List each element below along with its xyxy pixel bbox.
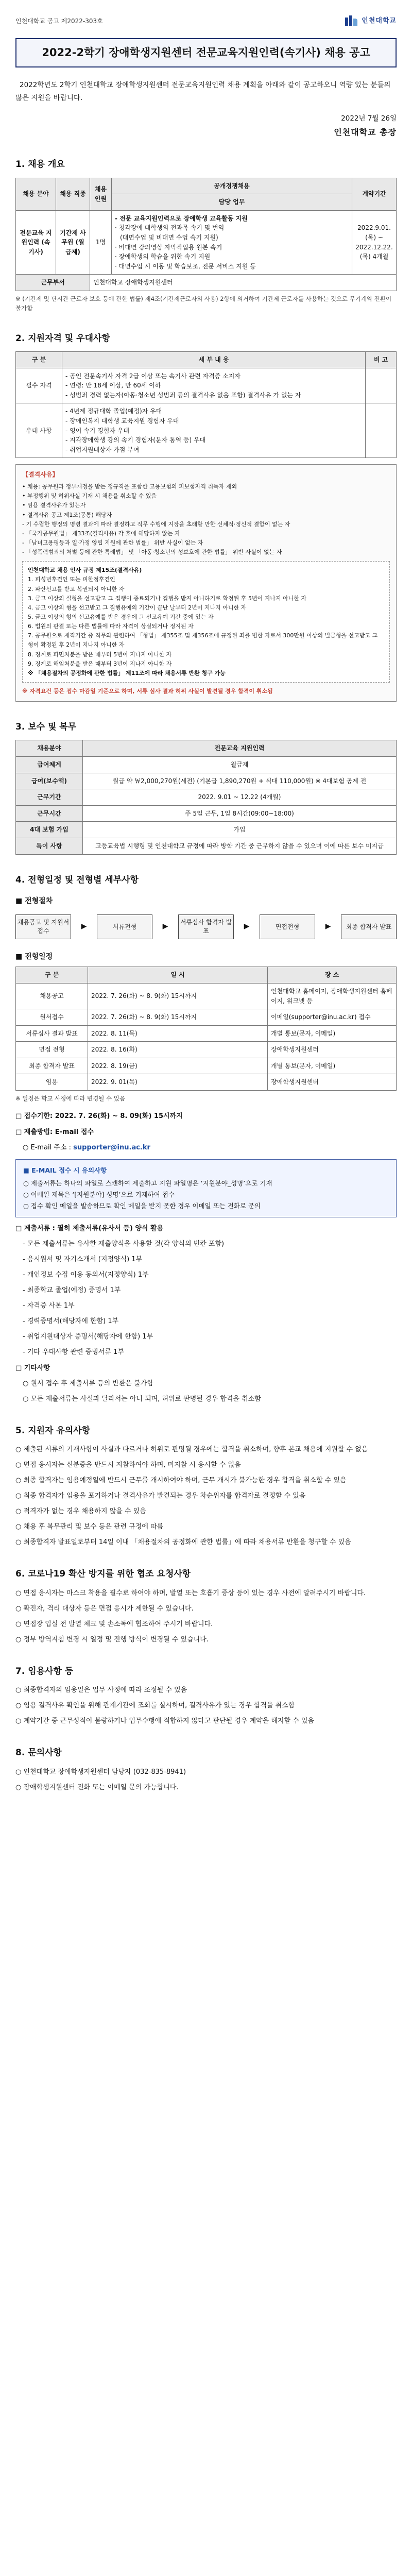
disqualification-box <box>15 464 397 702</box>
th-pay-role: 전문교육 지원인력 <box>83 740 397 757</box>
req-line: - 「성폭력범죄의 처벌 등에 관한 특례법」 및 「아동·청소년의 성보호에 관한 법률」 위반 사실이 없는 자 <box>22 549 282 556</box>
req-line: - 기 수립한 행정의 명령 결과에 따라 결정하고 직무 수행에 지장을 초래할 만한 신체적·정신적 결함이 없는 자 <box>22 520 290 528</box>
required-item: - 연령: 만 18세 이상, 만 60세 이하 <box>65 382 161 389</box>
etc-item: ○ 원서 접수 후 제출서류 등의 반환은 불가함 <box>23 1379 153 1387</box>
regulation-line: 인천대학교 채용 인사 규정 제15조(결격사유) <box>28 567 142 574</box>
sched-type: 서류심사 결과 발표 <box>16 1025 88 1042</box>
preferred-item: - 지각장애학생 강의 속기 경험자(문자 통역 등) 우대 <box>65 436 206 444</box>
section-6-title: 6. 코로나19 확산 방지를 위한 협조 요청사항 <box>15 1569 191 1580</box>
process-subtitle: ■ 전형절차 <box>15 896 53 905</box>
email-icon: ○ <box>23 1143 31 1151</box>
etc-item: ○ 모든 제출서류는 사실과 달라서는 아니 되며, 허위로 판명될 경우 합격을 취소함 <box>23 1395 261 1403</box>
required-item: - 공인 전문속기사 자격 2급 이상 또는 속기사 관련 자격증 소지자 <box>65 372 241 380</box>
sched-date: 2022. 8. 11(목) <box>88 1025 268 1042</box>
arrow-right-icon: ▶ <box>162 922 168 930</box>
regulation-line: 8. 징계로 파면처분을 받은 때부터 5년이 지나지 아니한 자 <box>28 651 172 658</box>
pay-row-label: 특이 사항 <box>16 838 83 855</box>
sched-date: 2022. 9. 01(목) <box>88 1074 268 1091</box>
appointment-note: ○ 최종합격자의 임용일은 업무 사정에 따라 조정될 수 있음 <box>15 1686 187 1694</box>
cell-preferred-label: 우대 사항 <box>16 403 62 458</box>
regulation-line: 3. 금고 이상의 실형을 선고받고 그 집행이 종료되거나 집행을 받지 아니하기로 확정된 후 5년이 지나지 아니한 자 <box>28 595 306 602</box>
logo-icon <box>345 15 358 27</box>
req-line: • 부정행위 및 허위사실 기재 시 채용을 취소할 수 있음 <box>22 493 157 500</box>
sched-date: 2022. 7. 26(화) ~ 8. 9(화) 15시까지 <box>88 983 268 1009</box>
req-line: • 채용: 공무원과 정부재정을 받는 정규직을 포함한 고용보험의 피보험자격 취득자 제외 <box>22 483 237 490</box>
pay-row-value: 고등교육법 시행령 및 인천대학교 규정에 따라 방학 기간 중 근무하지 않을 수 있으며 이에 따른 보수 미지급 <box>83 838 397 855</box>
section-1-title: 1. 채용 개요 <box>15 159 65 170</box>
arrow-right-icon: ▶ <box>244 922 250 930</box>
regulation-line: 2. 파산선고를 받고 복권되지 아니한 자 <box>28 585 125 592</box>
req-line: - 「국가공무원법」 제33조(결격사유) 각 호에 해당하지 않는 자 <box>22 530 180 537</box>
preferred-item: - 장애인복지 대학생 교육지원 경험자 우대 <box>65 417 179 425</box>
applicant-note: ○ 채용 후 복무관리 및 보수 등은 관련 규정에 따름 <box>15 1523 164 1531</box>
schedule-note: ※ 일정은 학교 사정에 따라 변경될 수 있음 <box>15 1095 125 1103</box>
pay-row-value: 월급 약 ￦2,000,270원(세전) (기본급 1,890,270원 + 식대 110,000원) ※ 4대보험 공제 전 <box>83 773 397 789</box>
regulation-line: 4. 금고 이상의 형을 선고받고 그 집행유예의 기간이 끝난 날부터 2년이 지나지 아니한 자 <box>28 604 247 611</box>
req-line: • 결격사유 공고 제1조(공통) 해당자 <box>22 511 112 518</box>
university-logo <box>345 15 397 27</box>
th-sched-type: 구 분 <box>16 967 88 984</box>
applicant-note: ○ 제출된 서류의 기재사항이 사실과 다르거나 허위로 판명될 경우에는 합격을 취소하며, 향후 본교 채용에 지원할 수 없음 <box>15 1446 368 1454</box>
email-caution-line: ○ 접수 확인 메일을 발송하므로 확인 메일을 받지 못한 경우 이메일 또는 전화로 문의 <box>23 1202 261 1210</box>
flow-step: 서류전형 <box>97 914 152 939</box>
th-field: 채용 분야 <box>16 178 56 210</box>
applicant-note: ○ 최종합격자 발표일로부터 14일 이내 「채용절차의 공정화에 관한 법률」에 따라 채용서류 반환을 청구할 수 있음 <box>15 1538 351 1547</box>
duty-line: (대면수업 및 비대면 수업 속기 지원) <box>120 233 218 241</box>
contact-notes <box>15 1766 397 1794</box>
pay-row-value: 월급제 <box>83 757 397 773</box>
email-caution-title: ■ E-MAIL 접수 시 유의사항 <box>23 1166 107 1174</box>
disqualification-title: 【결격사유】 <box>22 471 59 479</box>
contact-note: ○ 인천대학교 장애학생지원센터 담당자 (032-835-8941) <box>15 1768 186 1776</box>
recruitment-overview-table <box>15 178 397 291</box>
documents-title: □ 제출서류 : 필히 제출서류(유사서 등) 양식 활용 <box>15 1225 164 1233</box>
pay-row-label: 근무기간 <box>16 789 83 806</box>
notice-number: 인천대학교 공고 제2022-303호 <box>15 17 103 25</box>
applicant-note: ○ 적격자가 없는 경우 채용하지 않을 수 있음 <box>15 1507 146 1516</box>
etc-title: □ 기타사항 <box>15 1364 50 1372</box>
cell-work-place: 인천대학교 장애학생지원센터 <box>90 275 397 291</box>
contact-note: ○ 장애학생지원센터 전화 또는 이메일 문의 가능합니다. <box>15 1783 179 1791</box>
document-item: - 모든 제출서류는 유사한 제출양식을 사용할 것(각 양식의 빈칸 포함) <box>23 1240 225 1248</box>
th-category: 구 분 <box>16 352 62 368</box>
email-caution-line: ○ 이메일 제목은 ‘[지원분야] 성명’으로 기재하여 접수 <box>23 1191 175 1199</box>
etc-list <box>15 1378 397 1405</box>
email-label: E-mail 주소 <box>30 1143 67 1151</box>
sched-date: 2022. 8. 16(화) <box>88 1042 268 1058</box>
th-details: 세 부 내 용 <box>62 352 366 368</box>
document-item: - 경력증명서(해당자에 한함) 1부 <box>23 1317 119 1326</box>
duty-line: - 전문 교육지원인력으로 장애학생 교육활동 지원 <box>115 214 248 222</box>
intro-text: 2022학년도 2학기 인천대학교 장애학생지원센터 전문교육지원인력 채용 계획을 아래와 같이 공고하오니 역량 있는 분들의 많은 지원을 바랍니다. <box>15 80 391 102</box>
th-sched-place: 장 소 <box>268 967 397 984</box>
covid-note: ○ 면접장 입실 전 발열 체크 및 손소독에 협조하여 주시기 바랍니다. <box>15 1620 213 1628</box>
flow-step: 면접전형 <box>260 914 315 939</box>
section-7-title: 7. 임용사항 등 <box>15 1666 74 1676</box>
duty-line: · 장애학생의 학습을 위한 속기 지원 <box>115 253 211 261</box>
email-line: ○ E-mail 주소 : supporter@inu.ac.kr <box>23 1143 150 1151</box>
pay-row-label: 4대 보험 가입 <box>16 822 83 838</box>
covid-note: ○ 면접 응시자는 마스크 착용을 필수로 하여야 하며, 발열 또는 호흡기 증상 등이 있는 경우 사전에 알려주시기 바랍니다. <box>15 1589 366 1597</box>
sched-date: 2022. 8. 19(금) <box>88 1058 268 1074</box>
cell-required-label: 필수 자격 <box>16 368 62 403</box>
schedule-subtitle: ■ 전형일정 <box>15 952 53 961</box>
th-remarks: 비 고 <box>366 352 397 368</box>
req-line: - 「남녀고용평등과 일·가정 양립 지원에 관한 법률」 위반 사실이 없는 자 <box>22 539 203 546</box>
th-sched-date: 일 시 <box>88 967 268 984</box>
sched-place: 장애학생지원센터 <box>268 1074 397 1091</box>
pay-row-label: 급여체계 <box>16 757 83 773</box>
duty-line: · 청각장애 대학생의 전과목 속기 및 번역 <box>115 224 225 232</box>
th-duties: 담당 업무 <box>112 194 352 211</box>
logo-text: 인천대학교 <box>362 16 397 25</box>
regulation-line: 5. 금고 이상의 형의 선고유예를 받은 경우에 그 선고유예 기간 중에 있는 자 <box>28 613 214 620</box>
applicant-notes <box>15 1444 397 1549</box>
arrow-right-icon: ▶ <box>81 922 87 930</box>
cell-duties <box>112 210 352 275</box>
section-5-title: 5. 지원자 유의사항 <box>15 1425 91 1436</box>
announcement-date: 2022년 7월 26일 <box>341 114 397 123</box>
top-bar <box>15 12 397 30</box>
sched-type: 최종 합격자 발표 <box>16 1058 88 1074</box>
cell-required-remark <box>366 368 397 403</box>
req-line: • 임용 결격사유가 있는자 <box>22 502 86 509</box>
covid-note: ○ 확진자, 격리 대상자 등은 면접 응시가 제한될 수 있습니다. <box>15 1604 194 1613</box>
cell-preferred-remark <box>366 403 397 458</box>
covid-note: ○ 정부 방역지침 변경 시 일정 및 진행 방식이 변경될 수 있습니다. <box>15 1635 209 1643</box>
th-count: 채용 인원 <box>90 178 112 210</box>
page-title: 2022-2학기 장애학생지원센터 전문교육지원인력(속기사) 채용 공고 <box>15 38 397 67</box>
sched-place: 장애학생지원센터 <box>268 1042 397 1058</box>
email-caution-line: ○ 제출서류는 하나의 파일로 스캔하여 제출하고 지원 파일명은 ‘지원분야_성명’으로 기재 <box>23 1179 272 1188</box>
preferred-item: - 취업지원대상자 가점 부여 <box>65 446 140 453</box>
covid-notes <box>15 1587 397 1646</box>
th-job: 채용 직종 <box>56 178 90 210</box>
sched-place: 개별 통보(문자, 이메일) <box>268 1025 397 1042</box>
sched-type: 원서접수 <box>16 1009 88 1026</box>
documents-list <box>15 1238 397 1359</box>
regulation-line: ※ 「채용절차의 공정화에 관한 법률」 제11조에 따라 채용서류 반환 청구 가능 <box>28 669 226 676</box>
appointment-note: ○ 임용 결격사유 확인을 위해 관계기관에 조회를 실시하며, 결격사유가 있는 경우 합격을 취소함 <box>15 1702 295 1710</box>
pay-table <box>15 740 397 854</box>
section-1-note: ※ (기간제 및 단시간 근로자 보호 등에 관한 법률) 제4조(기간제근로자의 사용) 2항에 의거하여 기간제 근로자를 사용하는 것으로 무기계약 전환이 불가함 <box>15 295 392 312</box>
preferred-item: - 4년제 정규대학 졸업(예정)자 우대 <box>65 408 162 415</box>
sched-place: 인천대학교 홈페이지, 장애학생지원센터 홈페이지, 워크넷 등 <box>268 983 397 1009</box>
cell-period: 2022.9.01.(목) ~ 2022.12.22.(목) 4개월 <box>352 210 397 275</box>
sched-type: 채용공고 <box>16 983 88 1009</box>
appointment-notes <box>15 1684 397 1727</box>
cell-field: 전문교육 지원인력 (속기사) <box>16 210 56 275</box>
email-caution-box <box>15 1159 397 1218</box>
regulation-box <box>22 561 390 683</box>
flow-step: 채용공고 및 지원서 접수 <box>15 914 71 939</box>
deadline-line: □ 접수기한: 2022. 7. 26(화) ~ 8. 09(화) 15시까지 <box>15 1112 183 1121</box>
section-2-title: 2. 지원자격 및 우대사항 <box>15 333 110 344</box>
section-3-title: 3. 보수 및 복무 <box>15 722 77 733</box>
cell-required-items <box>62 368 366 403</box>
cell-preferred-items <box>62 403 366 458</box>
duty-line: · 대면수업 시 이동 및 학습보조, 전문 서비스 지원 등 <box>115 262 256 270</box>
th-pay-field: 채용분야 <box>16 740 83 757</box>
document-item: - 취업지원대상자 증명서(해당자에 한함) 1부 <box>23 1333 153 1341</box>
submit-method-line: □ 제출방법: E-mail 접수 <box>15 1128 94 1136</box>
document-item: - 개인정보 수집 이용 동의서(지정양식) 1부 <box>23 1271 149 1279</box>
sched-type: 면접 전형 <box>16 1042 88 1058</box>
document-item: - 기타 우대사항 관련 증빙서류 1부 <box>23 1348 124 1357</box>
arrow-right-icon: ▶ <box>325 922 331 930</box>
cell-job: 기간제 사무원 (월급제) <box>56 210 90 275</box>
th-work-place: 근무부서 <box>16 275 90 291</box>
duty-line: · 비대면 강의영상 자막작업용 원본 속기 <box>115 243 222 251</box>
sched-type: 임용 <box>16 1074 88 1091</box>
flow-step: 최종 합격자 발표 <box>341 914 397 939</box>
pay-row-label: 근무시간 <box>16 805 83 822</box>
flow-step: 서류심사 합격자 발표 <box>178 914 234 939</box>
pay-row-value: 주 5일 근무, 1일 8시간(09:00~18:00) <box>83 805 397 822</box>
signer: 인천대학교 총장 <box>334 127 397 138</box>
section-8-title: 8. 문의사항 <box>15 1748 62 1758</box>
sched-place: 이메일(supporter@inu.ac.kr) 접수 <box>268 1009 397 1026</box>
th-open-recruit: 공개경쟁채용 <box>112 178 352 194</box>
schedule-table <box>15 967 397 1091</box>
section-2-footnote: ※ 자격요건 등은 접수 마감일 기준으로 하며, 서류 심사 결과 허위 사실이 발견될 경우 합격이 취소됨 <box>22 687 273 694</box>
regulation-line: 1. 피성년후견인 또는 피한정후견인 <box>28 576 115 583</box>
process-flow <box>15 911 397 942</box>
pay-row-label: 급여(보수액) <box>16 773 83 789</box>
applicant-note: ○ 최종 합격자는 임용예정일에 반드시 근무를 개시하여야 하며, 근무 개시가 불가능한 경우 합격을 취소할 수 있음 <box>15 1477 347 1485</box>
sched-place: 개별 통보(문자, 이메일) <box>268 1058 397 1074</box>
document-item: - 응시원서 및 자기소개서 (지정양식) 1부 <box>23 1256 143 1264</box>
sched-date: 2022. 7. 26(화) ~ 8. 9(화) 15시까지 <box>88 1009 268 1026</box>
regulation-line: 9. 징계로 해임처분을 받은 때부터 3년이 지나지 아니한 자 <box>28 660 172 667</box>
th-period: 계약기간 <box>352 178 397 210</box>
email-address-link[interactable]: supporter@inu.ac.kr <box>73 1143 150 1151</box>
applicant-note: ○ 최종 합격자가 임용을 포기하거나 결격사유가 발견되는 경우 차순위자를 합격자로 결정할 수 있음 <box>15 1492 306 1500</box>
appointment-note: ○ 계약기간 중 근무성적이 불량하거나 업무수행에 적합하지 않다고 판단될 경우 계약을 해지할 수 있음 <box>15 1717 314 1725</box>
regulation-line: 6. 법원의 판결 또는 다른 법률에 따라 자격이 상실되거나 정지된 자 <box>28 623 194 630</box>
qualification-table <box>15 351 397 458</box>
section-4-title: 4. 전형일정 및 전형별 세부사항 <box>15 874 139 885</box>
document-item: - 최종학교 졸업(예정) 증명서 1부 <box>23 1286 121 1295</box>
document-item: - 자격증 사본 1부 <box>23 1302 75 1310</box>
preferred-item: - 영어 속기 경험자 우대 <box>65 427 129 434</box>
applicant-note: ○ 면접 응시자는 신분증을 반드시 지참하여야 하며, 미지참 시 응시할 수 없음 <box>15 1461 241 1469</box>
cell-count: 1명 <box>90 210 112 275</box>
required-item: - 성범죄 경력 없는자(아동·청소년 성범죄 등의 결격사유 없음 포함) 결격사유 가 없는 자 <box>65 391 301 399</box>
pay-row-value: 가입 <box>83 822 397 838</box>
pay-row-value: 2022. 9.01 ~ 12.22 (4개월) <box>83 789 397 806</box>
regulation-line: 7. 공무원으로 재직기간 중 직무와 관련하여 「형법」 제355조 및 제356조에 규정된 죄를 범한 자로서 300만원 이상의 벌금형을 선고받고 그 형이 확정된 후 2년이 지나지 아니한 자 <box>28 632 378 649</box>
